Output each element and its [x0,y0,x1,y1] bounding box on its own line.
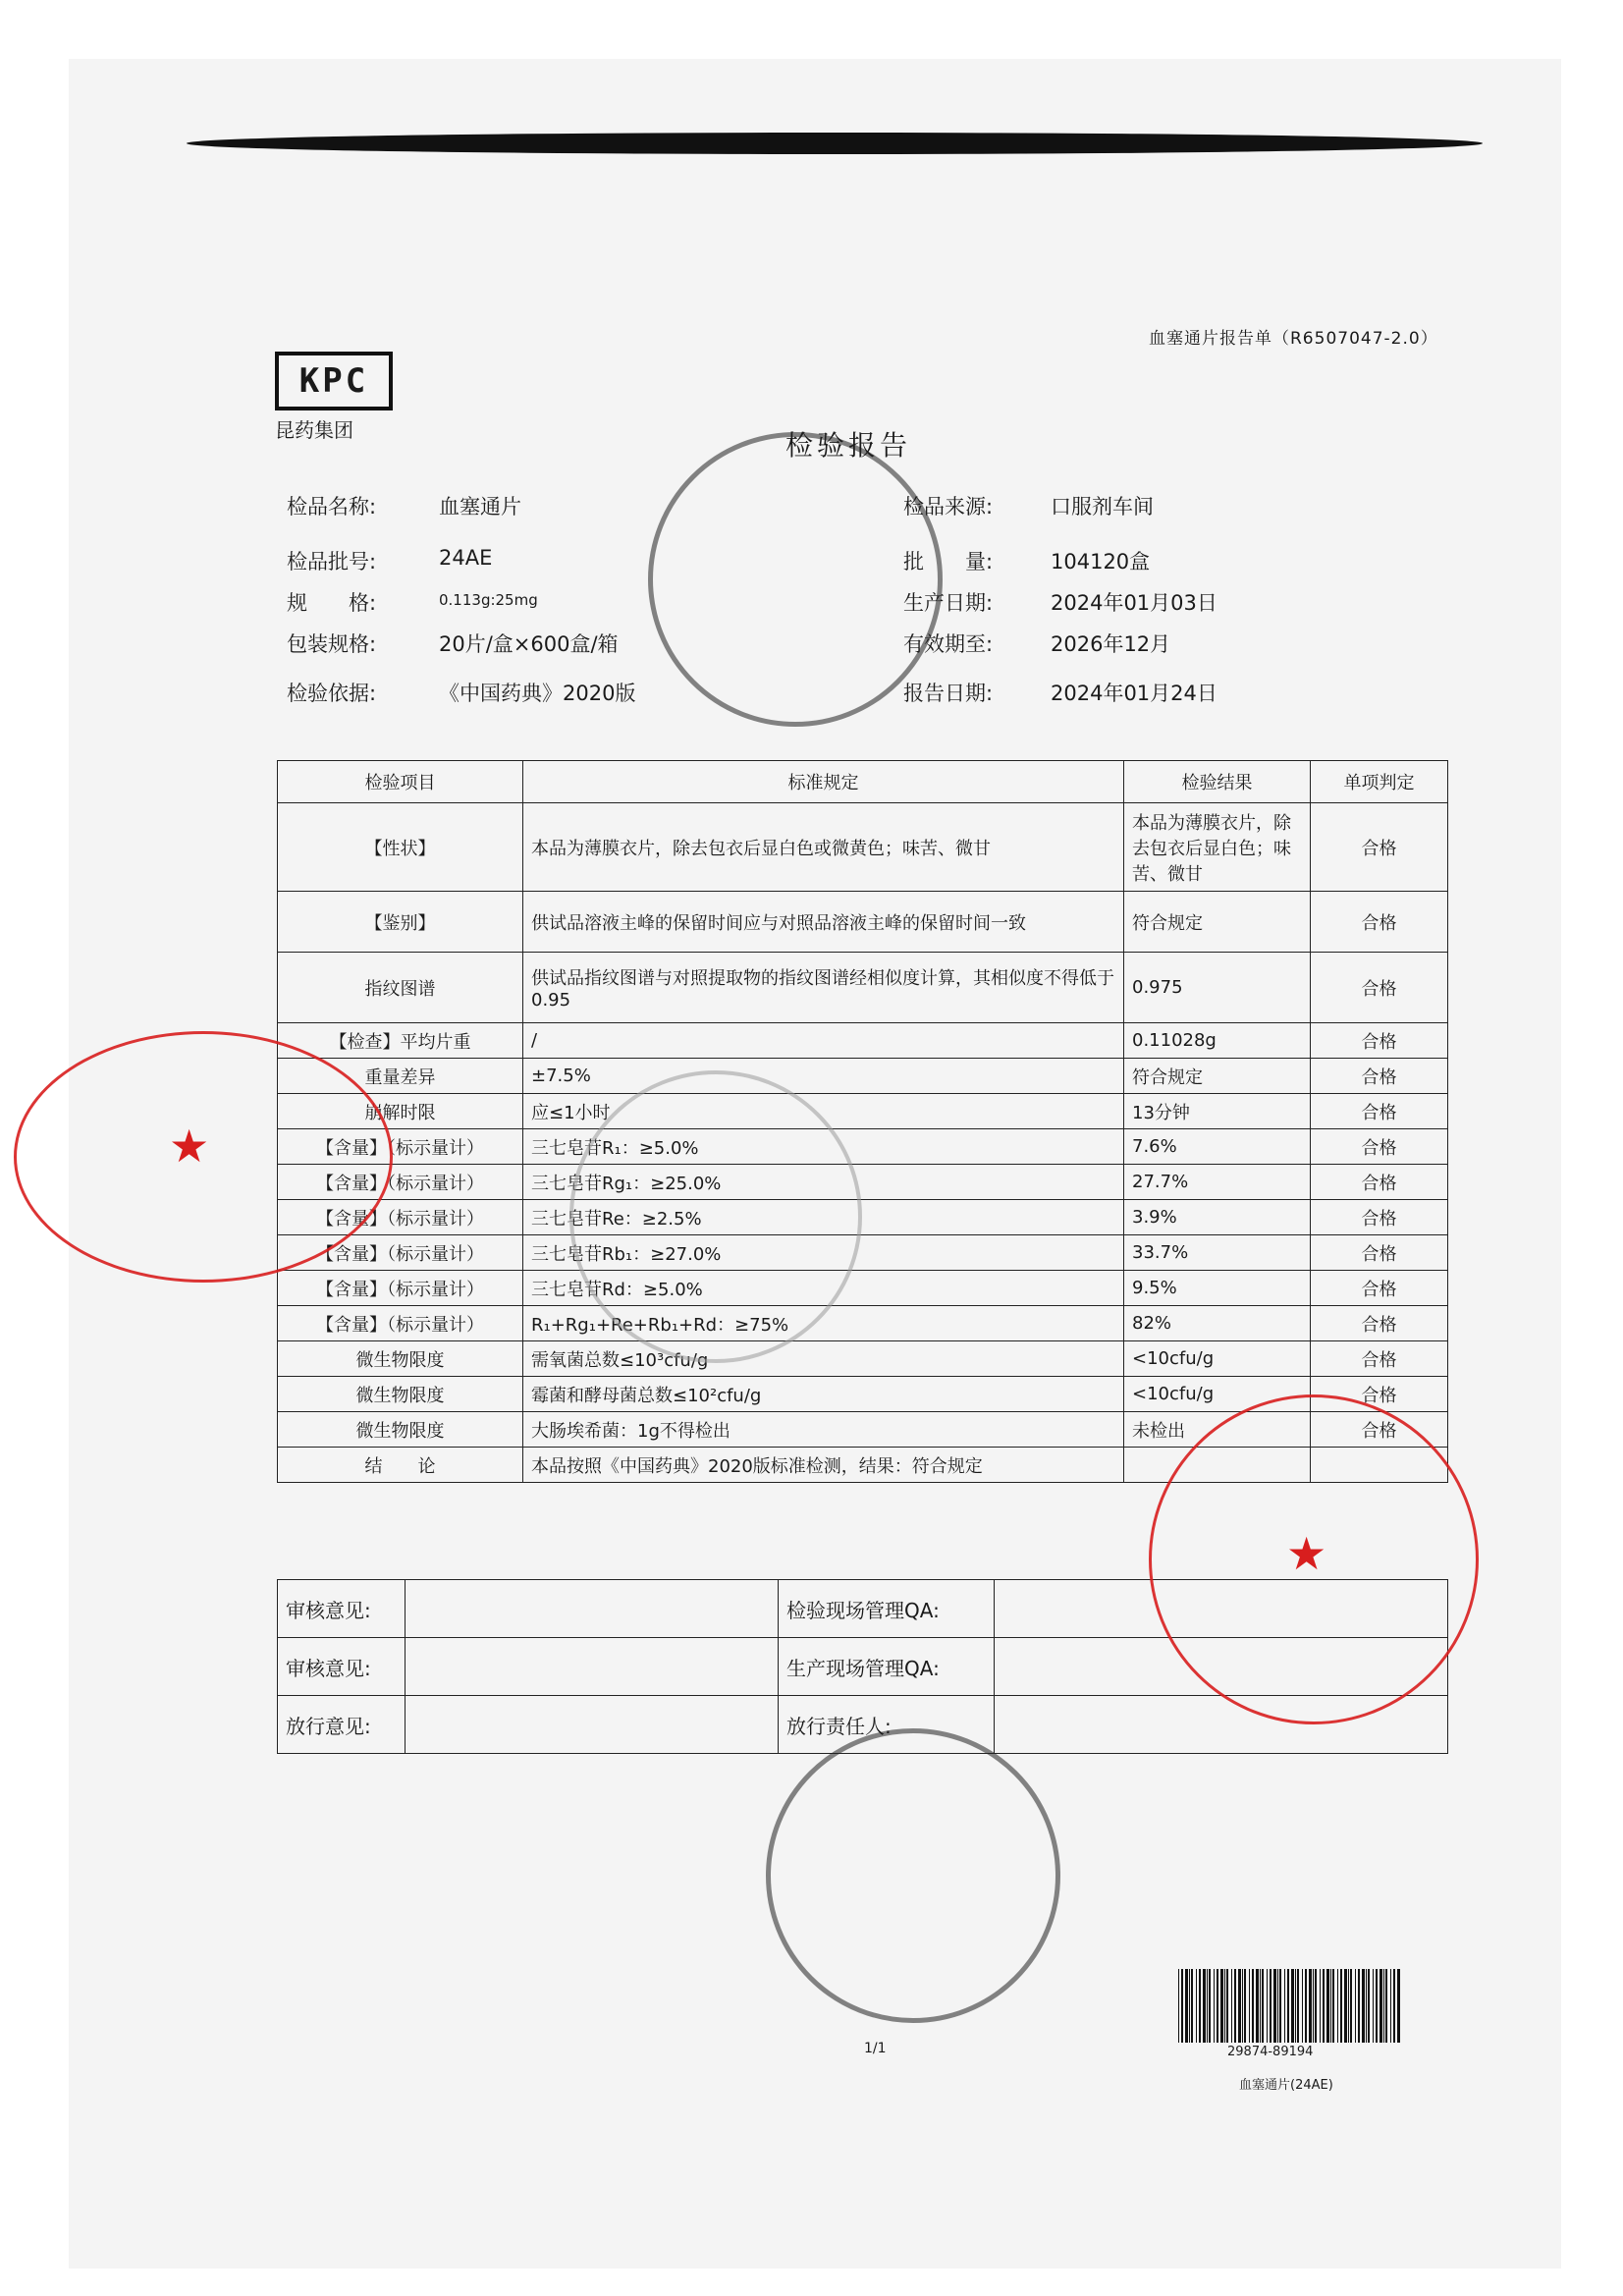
barcode-bar [1366,1969,1367,2043]
cell-item: 【检查】平均片重 [278,1023,523,1059]
barcode-bar [1373,1969,1374,2043]
barcode-bar [1393,1969,1395,2043]
review-signature [406,1580,779,1638]
barcode-bar [1234,1969,1236,2043]
logo-mark: KPC [275,352,393,410]
label: 检验依据: [287,682,377,705]
barcode-bar [1340,1969,1342,2043]
table-row [278,1200,1448,1235]
info-basis [287,678,636,707]
label: 生产日期: [903,591,994,615]
barcode-product-tag: 血塞通片(24AE) [1239,2078,1333,2093]
table-row [278,1341,1448,1377]
barcode-bar [1295,1969,1296,2043]
cell-item: 微生物限度 [278,1412,523,1448]
barcode-bar [1362,1969,1365,2043]
barcode-bar [1348,1969,1349,2043]
barcode-bar [1309,1969,1312,2043]
table-row [278,1059,1448,1094]
release-label: 放行意见: [278,1696,406,1754]
cell-judgement: 合格 [1311,1165,1448,1200]
cell-result: 7.6% [1124,1129,1311,1165]
cell-standard: 大肠埃希菌：1g不得检出 [523,1412,1124,1448]
barcode-bar [1224,1969,1225,2043]
barcode-bar [1209,1969,1211,2043]
cell-judgement: 合格 [1311,1412,1448,1448]
scan-artifact-band [187,133,1483,154]
cell-item: 【鉴别】 [278,892,523,953]
barcode-bar [1196,1969,1197,2043]
cell-judgement: 合格 [1311,953,1448,1023]
cell-result: 33.7% [1124,1235,1311,1271]
release-person-label: 放行责任人: [779,1696,995,1754]
table-row [278,1306,1448,1341]
cell-result: 未检出 [1124,1412,1311,1448]
barcode-bar [1376,1969,1378,2043]
value: 20片/盒×600盒/箱 [439,632,619,656]
header-standard: 标准规定 [523,761,1124,803]
barcode-bar [1323,1969,1325,2043]
cell-standard: 三七皂苷Rg₁：≥25.0% [523,1165,1124,1200]
qa-label: 检验现场管理QA: [779,1580,995,1638]
logo-caption: 昆药集团 [275,418,353,442]
cell-standard: 需氧菌总数≤10³cfu/g [523,1341,1124,1377]
review2-label: 审核意见: [278,1638,406,1696]
label: 检品批号: [287,550,377,574]
barcode-bar [1355,1969,1356,2043]
barcode-bar [1244,1969,1246,2043]
barcode-bar [1326,1969,1329,2043]
pharma-seal-star-icon: ★ [1286,1527,1327,1580]
barcode-number: 29874-89194 [1227,2045,1314,2059]
cell-judgement: 合格 [1311,1094,1448,1129]
value: 口服剂车间 [1051,495,1154,519]
cell-standard: 三七皂苷Rd：≥5.0% [523,1271,1124,1306]
barcode-bar [1279,1969,1281,2043]
barcode-bar [1284,1969,1285,2043]
info-report-date [903,678,1217,707]
cell-judgement: 合格 [1311,1377,1448,1412]
cell-result: <10cfu/g [1124,1341,1311,1377]
table-row [278,1235,1448,1271]
barcode-bar [1390,1969,1391,2043]
table-row [278,953,1448,1023]
barcode-bar [1358,1969,1360,2043]
cell-judgement: 合格 [1311,892,1448,953]
cell-item: 【含量】（标示量计） [278,1271,523,1306]
cell-item: 【含量】（标示量计） [278,1200,523,1235]
value: 24AE [439,546,493,570]
quality-dept-seal [766,1728,1060,2023]
cell-item: 重量差异 [278,1059,523,1094]
barcode-bar [1385,1969,1387,2043]
table-row [278,1165,1448,1200]
barcode-bar [1267,1969,1268,2043]
label: 报告日期: [903,682,994,705]
page-number: 1/1 [864,2041,887,2056]
cell-standard: 供试品溶液主峰的保留时间应与对照品溶液主峰的保留时间一致 [523,892,1124,953]
cell-item: 微生物限度 [278,1377,523,1412]
cell-judgement: 合格 [1311,1271,1448,1306]
barcode-bar [1220,1969,1223,2043]
cell-judgement: 合格 [1311,1129,1448,1165]
cell-result: 27.7% [1124,1165,1311,1200]
cell-standard: 三七皂苷Re：≥2.5% [523,1200,1124,1235]
header-result: 检验结果 [1124,761,1311,803]
cell-standard: ±7.5% [523,1059,1124,1094]
cell-result: 符合规定 [1124,892,1311,953]
info-batch [287,546,493,575]
barcode-bar [1397,1969,1400,2043]
barcode-bar [1185,1969,1188,2043]
table-row [278,803,1448,892]
cell-standard: 三七皂苷Rb₁：≥27.0% [523,1235,1124,1271]
barcode-bar [1383,1969,1384,2043]
release-signature [406,1696,779,1754]
label: 检品名称: [287,495,377,519]
table-header-row [278,761,1448,803]
document-number: 血塞通片报告单（R6507047-2.0） [1149,329,1438,349]
cell-standard: 本品为薄膜衣片，除去包衣后显白色或微黄色；味苦、微甘 [523,803,1124,892]
value: 2026年12月 [1051,632,1171,656]
barcode-bar [1181,1969,1183,2043]
header-item: 检验项目 [278,761,523,803]
barcode-bar [1344,1969,1347,2043]
value: 《中国药典》2020版 [439,682,636,705]
barcode-bar [1320,1969,1321,2043]
barcode-bar [1260,1969,1261,2043]
cell-result: 0.975 [1124,953,1311,1023]
table-row [278,1129,1448,1165]
cell-item: 【含量】（标示量计） [278,1165,523,1200]
cell-standard: 三七皂苷R₁：≥5.0% [523,1129,1124,1165]
cell-standard: 霉菌和酵母菌总数≤10²cfu/g [523,1377,1124,1412]
table-row [278,1271,1448,1306]
cell-result: 13分钟 [1124,1094,1311,1129]
cell-standard: 本品按照《中国药典》2020版标准检测，结果：符合规定 [523,1448,1124,1483]
table-row [278,1094,1448,1129]
label: 批 量: [903,550,994,574]
report-title: 检验报告 [785,429,912,462]
barcode-bar [1256,1969,1259,2043]
barcode-bar [1291,1969,1294,2043]
barcode-bar [1207,1969,1208,2043]
barcode-bar [1217,1969,1218,2043]
barcode-bar [1199,1969,1201,2043]
barcode-bar [1191,1969,1193,2043]
barcode-bar [1273,1969,1276,2043]
value: 0.113g:25mg [439,591,538,609]
cell-result: 0.11028g [1124,1023,1311,1059]
value: 2024年01月03日 [1051,591,1217,615]
cell-judgement: 合格 [1311,1200,1448,1235]
review-label: 审核意见: [278,1580,406,1638]
cell-judgement: 合格 [1311,1341,1448,1377]
cell-standard: / [523,1023,1124,1059]
barcode-bar [1178,1969,1179,2043]
cell-item: 微生物限度 [278,1341,523,1377]
value: 104120盒 [1051,550,1151,574]
cell-item: 【含量】（标示量计） [278,1306,523,1341]
value: 血塞通片 [439,495,521,519]
cell-standard: 应≤1小时 [523,1094,1124,1129]
company-seal [648,432,943,727]
cell-judgement: 合格 [1311,803,1448,892]
cell-item: 【含量】（标示量计） [278,1235,523,1271]
cell-item: 崩解时限 [278,1094,523,1129]
barcode-bar [1315,1969,1317,2043]
table-body [278,803,1448,1483]
cell-standard: R₁+Rg₁+Re+Rb₁+Rd：≥75% [523,1306,1124,1341]
company-logo [275,352,393,443]
cell-item: 结 论 [278,1448,523,1483]
cell-judgement: 合格 [1311,1306,1448,1341]
cell-result: 9.5% [1124,1271,1311,1306]
barcode-bar [1380,1969,1382,2043]
label: 包装规格: [287,632,377,656]
label: 规 格: [287,591,377,615]
barcode-bar [1270,1969,1271,2043]
barcode-bar [1305,1969,1307,2043]
table-row [278,1023,1448,1059]
cell-result: 本品为薄膜衣片，除去包衣后显白色；味苦、微甘 [1124,803,1311,892]
cell-standard: 供试品指纹图谱与对照提取物的指纹图谱经相似度计算，其相似度不得低于0.95 [523,953,1124,1023]
barcode-bar [1214,1969,1215,2043]
barcode-bar [1332,1969,1334,2043]
barcode-bar [1302,1969,1303,2043]
barcode-bar [1277,1969,1278,2043]
barcode-bar [1249,1969,1250,2043]
cell-item: 【含量】（标示量计） [278,1129,523,1165]
table-row [278,892,1448,953]
barcode-bar [1203,1969,1206,2043]
barcode-bar [1252,1969,1254,2043]
cell-item: 指纹图谱 [278,953,523,1023]
barcode-bar [1231,1969,1232,2043]
barcode-bar [1226,1969,1228,2043]
barcode-bar [1350,1969,1352,2043]
review2-signature [406,1638,779,1696]
barcode-bar [1313,1969,1314,2043]
results-table [277,760,1448,1483]
label: 有效期至: [903,632,994,656]
info-spec [287,587,538,617]
report-seal-star-icon: ★ [169,1120,210,1173]
barcode-bar [1238,1969,1241,2043]
barcode-bar [1330,1969,1331,2043]
info-package [287,629,619,658]
barcode-bar [1242,1969,1243,2043]
cell-judgement: 合格 [1311,1023,1448,1059]
cell-result: 3.9% [1124,1200,1311,1235]
faint-seal [569,1070,862,1363]
header-judgement: 单项判定 [1311,761,1448,803]
barcode-bar [1368,1969,1370,2043]
barcode-bar [1189,1969,1190,2043]
barcode-bar [1337,1969,1338,2043]
cell-result: 符合规定 [1124,1059,1311,1094]
label: 检品来源: [903,495,994,519]
cell-item: 【性状】 [278,803,523,892]
info-product-name [287,491,521,520]
cell-result: 82% [1124,1306,1311,1341]
barcode-bar [1262,1969,1264,2043]
cell-judgement: 合格 [1311,1059,1448,1094]
cell-judgement: 合格 [1311,1235,1448,1271]
barcode [1176,1969,1402,2043]
barcode-bar [1287,1969,1289,2043]
cell-result: <10cfu/g [1124,1377,1311,1412]
barcode-bar [1297,1969,1299,2043]
value: 2024年01月24日 [1051,682,1217,705]
prod-qa-label: 生产现场管理QA: [779,1638,995,1696]
